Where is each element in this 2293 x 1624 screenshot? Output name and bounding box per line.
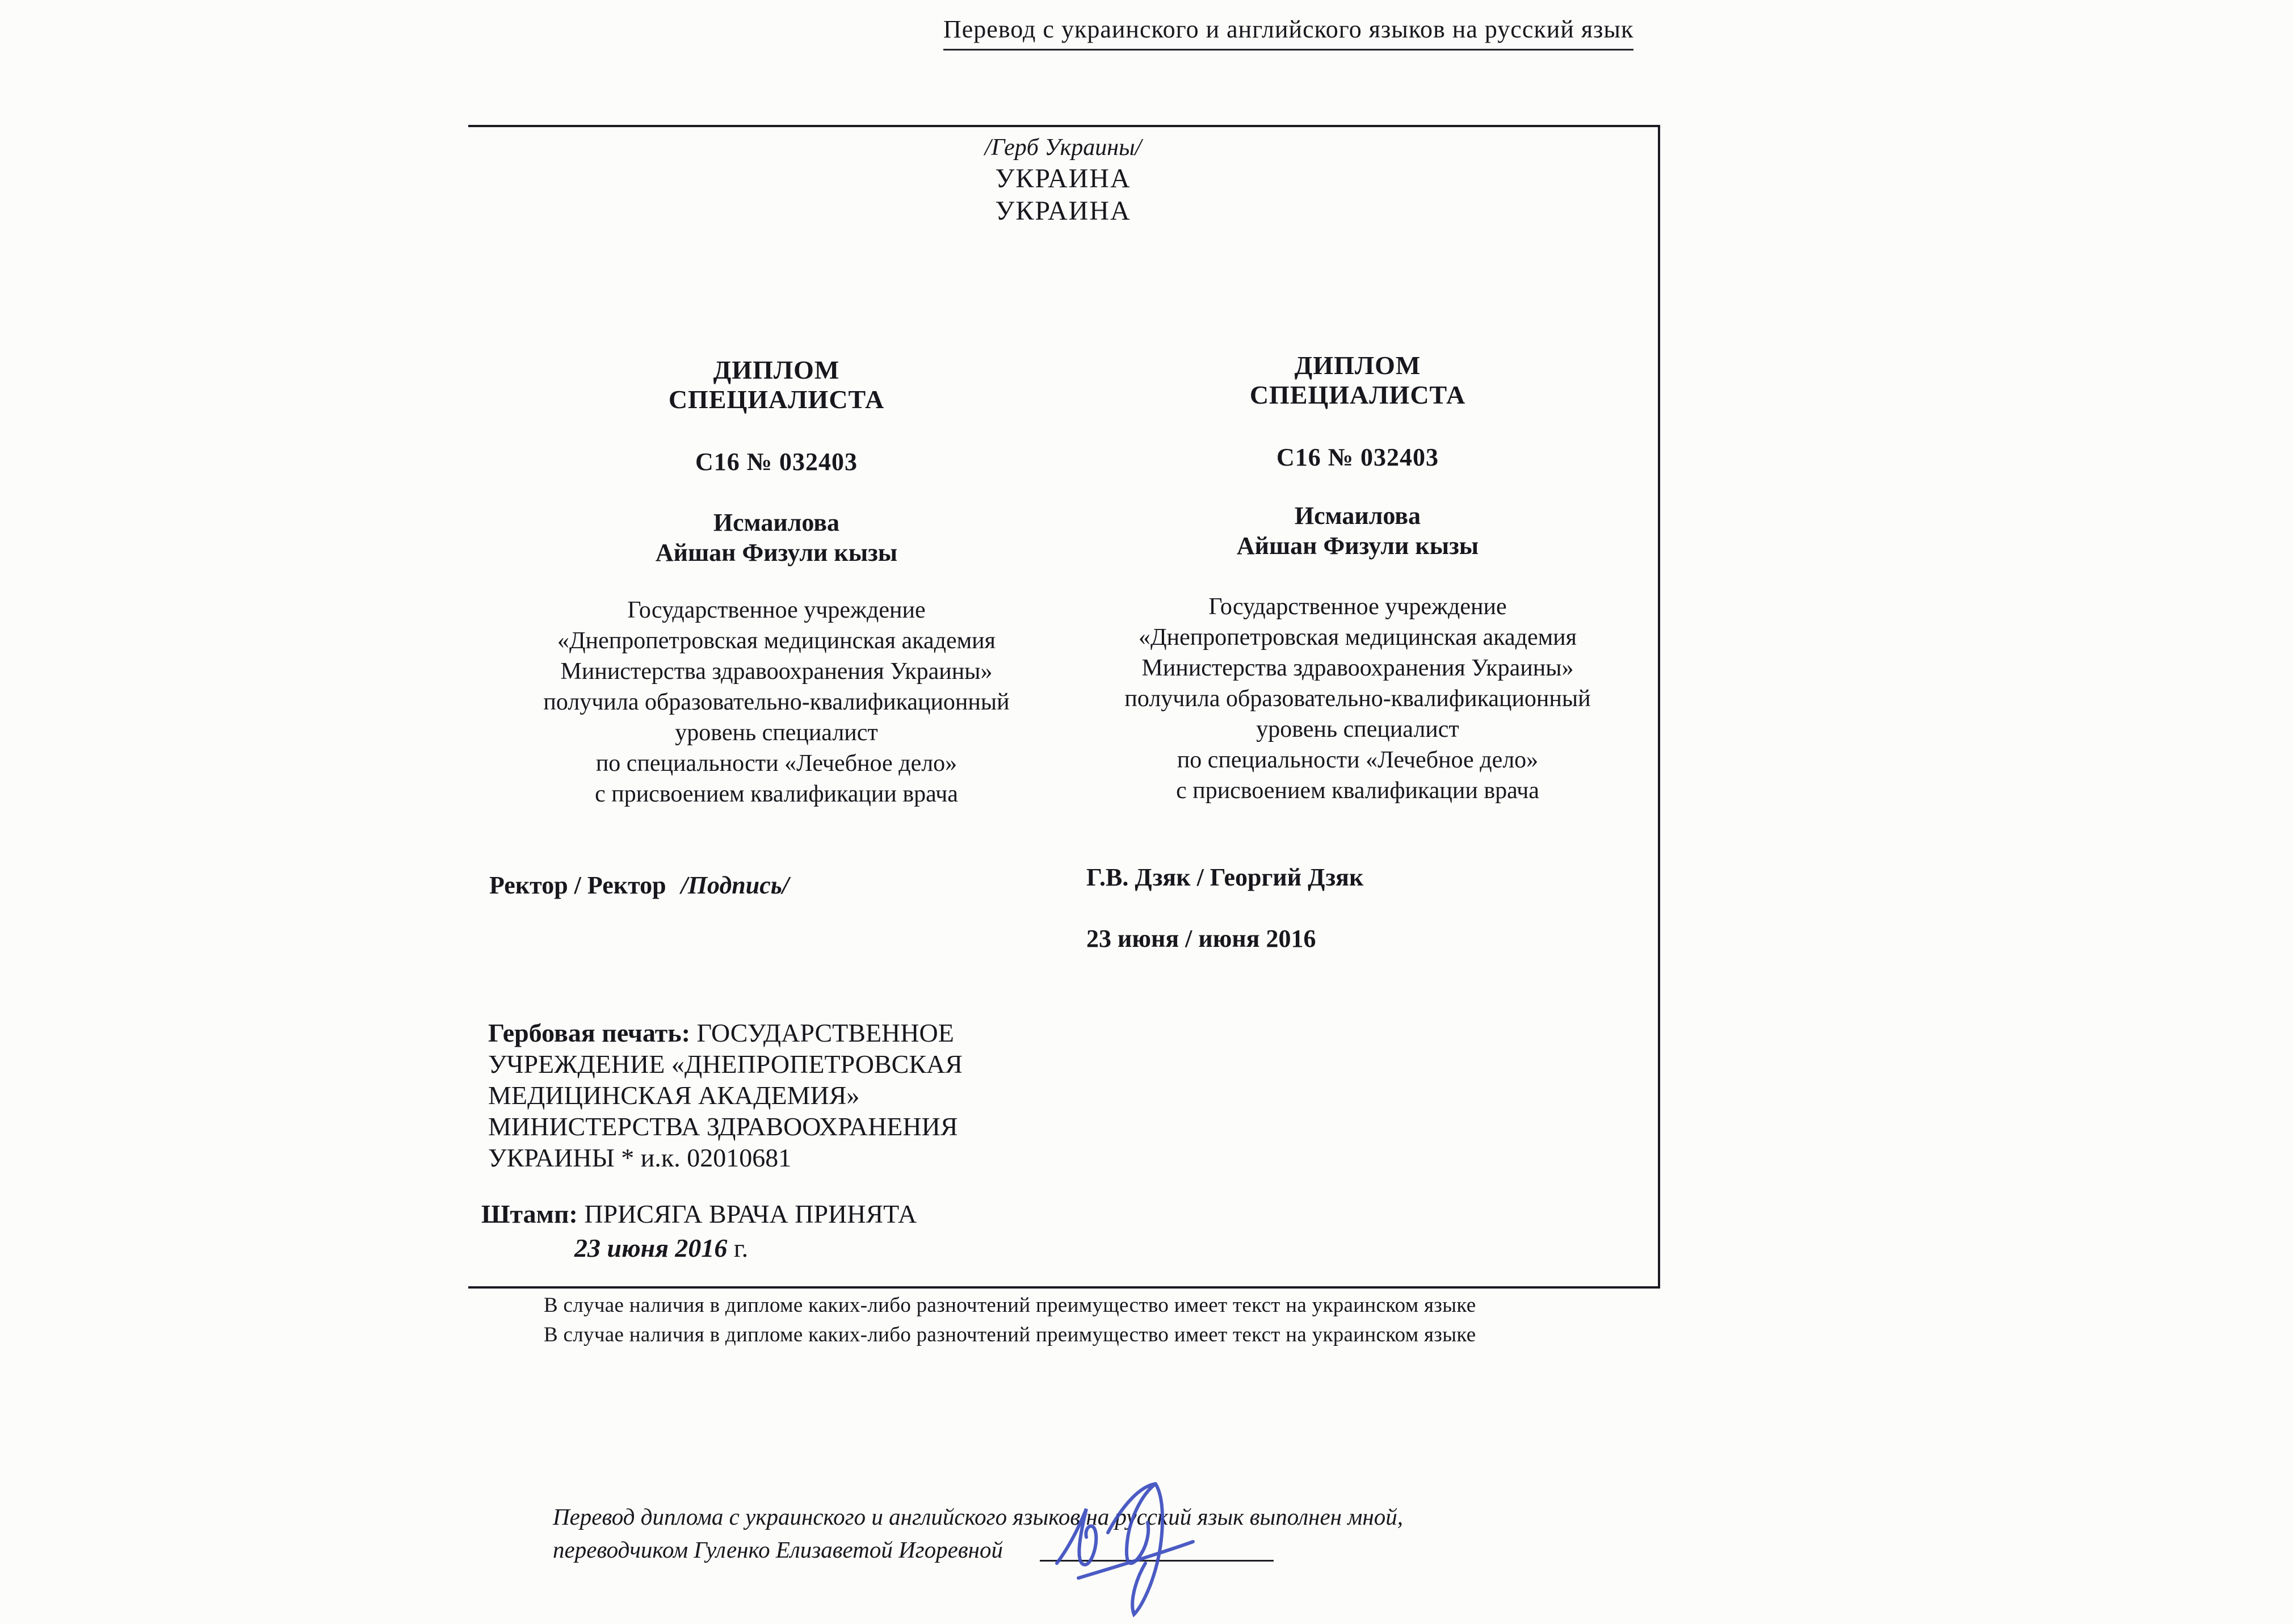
left-body-line: Министерства здравоохранения Украины»: [560, 658, 993, 685]
country-name-line1: УКРАИНА: [995, 163, 1131, 194]
stamp-text-line: [481, 1199, 917, 1229]
seal-line: УЧРЕЖДЕНИЕ «ДНЕПРОПЕТРОВСКАЯ: [488, 1050, 963, 1079]
seal-line: МЕДИЦИНСКАЯ АКАДЕМИЯ»: [488, 1081, 860, 1110]
translation-header: Перевод с украинского и английского языков на русский язык: [943, 15, 1633, 51]
right-diploma-body: [1074, 591, 1641, 806]
right-diploma-title-line1: ДИПЛОМ: [1294, 351, 1421, 380]
stamp-date-line: [574, 1233, 748, 1263]
right-graduate-given-name: Айшан Физули кызы: [1236, 532, 1479, 560]
seal-line1-rest: ГОСУДАРСТВЕННОЕ: [696, 1018, 954, 1047]
country-name-line2: УКРАИНА: [995, 196, 1131, 226]
left-body-line: Государственное учреждение: [627, 597, 926, 623]
official-seal-text: [488, 1017, 963, 1173]
left-body-line: по специальности «Лечебное дело»: [595, 750, 957, 777]
emblem-block: [468, 133, 1658, 227]
stamp-date: 23 июня 2016: [574, 1233, 728, 1262]
rector-label: Ректор / Ректор: [489, 871, 666, 899]
stamp-text: ПРИСЯГА ВРАЧА ПРИНЯТА: [584, 1199, 917, 1228]
disclaimer-line-2: В случае наличия в дипломе каких-либо разночтений преимущество имеет текст на украинском языке: [544, 1323, 1476, 1346]
right-diploma-title-line2: СПЕЦИАЛИСТА: [1249, 380, 1466, 409]
left-body-line: с присвоением квалификации врача: [595, 781, 958, 807]
disclaimer-line-1: В случае наличия в дипломе каких-либо разночтений преимущество имеет текст на украинском языке: [544, 1294, 1476, 1317]
rector-name-line: Г.В. Дзяк / Георгий Дзяк: [1086, 863, 1364, 891]
signature-placeholder-note: /Подпись/: [681, 871, 789, 899]
right-body-line: «Днепропетровская медицинская академия: [1139, 624, 1577, 651]
left-diploma-number: С16 № 032403: [695, 448, 858, 476]
right-graduate-surname: Исмаилова: [1294, 502, 1421, 530]
seal-lead-label: Гербовая печать:: [488, 1018, 691, 1047]
stamp-lead-label: Штамп:: [481, 1199, 578, 1228]
left-body-line: уровень специалист: [675, 720, 878, 746]
left-graduate-surname: Исмаилова: [713, 509, 840, 536]
right-body-line: Министерства здравоохранения Украины»: [1141, 655, 1574, 681]
seal-line: УКРАИНЫ * и.к. 02010681: [488, 1143, 792, 1172]
seal-line: [488, 1017, 963, 1048]
right-diploma-title: [1074, 351, 1641, 410]
rector-signature-line: [489, 871, 789, 900]
right-body-line: получила образовательно-квалификационный: [1124, 686, 1591, 712]
left-body-line: «Днепропетровская медицинская академия: [557, 628, 996, 654]
left-diploma-title-line2: СПЕЦИАЛИСТА: [668, 385, 885, 414]
translator-statement-line2: переводчиком Гуленко Елизаветой Игоревной: [553, 1537, 1003, 1563]
right-body-line: по специальности «Лечебное дело»: [1177, 747, 1539, 773]
right-body-line: уровень специалист: [1256, 716, 1459, 742]
translator-signature: [1044, 1478, 1226, 1620]
left-body-line: получила образовательно-квалификационный: [543, 689, 1010, 715]
stamp-date-suffix: г.: [727, 1233, 749, 1262]
issue-date-line: 23 июня / июня 2016: [1086, 925, 1316, 952]
emblem-note: /Герб Украины/: [984, 135, 1142, 161]
left-diploma-title: [493, 355, 1060, 414]
seal-line: МИНИСТЕРСТВА ЗДРАВООХРАНЕНИЯ: [488, 1112, 958, 1141]
right-body-line: с присвоением квалификации врача: [1176, 778, 1539, 804]
right-diploma-number: С16 № 032403: [1276, 443, 1439, 471]
left-graduate-name: [493, 507, 1060, 568]
right-graduate-name: [1074, 501, 1641, 561]
left-diploma-body: [493, 595, 1060, 809]
translator-statement-line1: Перевод диплома с украинского и английского языков на русский язык выполнен мной,: [553, 1504, 1404, 1530]
right-body-line: Государственное учреждение: [1208, 594, 1507, 620]
left-graduate-given-name: Айшан Физули кызы: [655, 539, 898, 566]
left-diploma-title-line1: ДИПЛОМ: [713, 355, 840, 384]
